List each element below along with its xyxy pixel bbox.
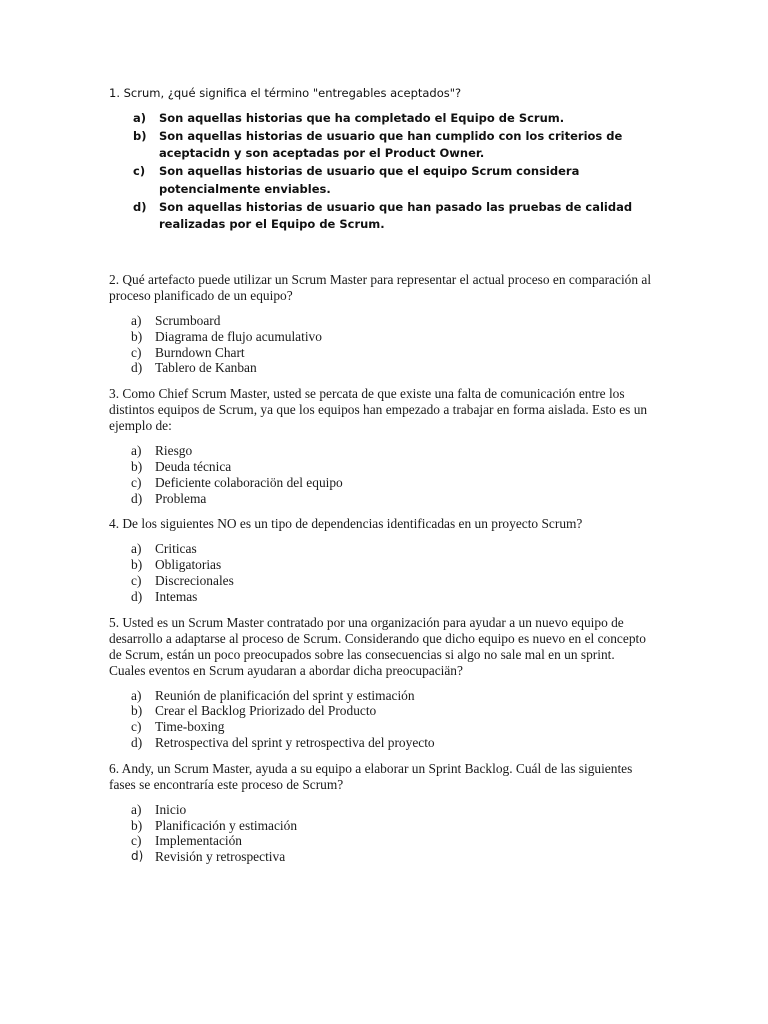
option-text: Deuda técnica (155, 458, 232, 474)
question-6-option-c (131, 833, 654, 849)
question-5-option-d (131, 735, 654, 751)
question-2-option-d (131, 360, 654, 376)
question-2-stem: 2. Qué artefacto puede utilizar un Scrum Master para representar el actual proceso en comparación al proceso planificado de un equipo? (109, 272, 652, 303)
question-3-option-a (131, 443, 654, 459)
option-letter: d) (131, 849, 144, 864)
option-letter: c) (131, 474, 142, 490)
question-3-option-d (131, 491, 654, 507)
option-letter: a) (131, 313, 142, 328)
option-text: Intemas (155, 588, 198, 604)
question-5 (109, 615, 654, 751)
question-1-option-b (133, 128, 679, 163)
option-letter: b) (133, 128, 147, 143)
option-text: Diagrama de flujo acumulativo (155, 328, 322, 344)
option-text: Riesgo (155, 443, 193, 459)
question-4-option-a (131, 541, 654, 557)
option-text: Scrumboard (155, 313, 221, 328)
option-letter: b) (131, 703, 143, 719)
question-4-option-c (131, 573, 654, 589)
question-6 (109, 761, 654, 865)
question-4-option-b (131, 557, 654, 573)
question-6-option-a (131, 802, 654, 818)
option-letter: a) (133, 111, 147, 125)
option-letter: a) (131, 443, 142, 459)
option-letter: a) (131, 801, 142, 817)
option-letter: b) (131, 328, 143, 344)
question-4-option-d (131, 589, 654, 605)
question-3-option-b (131, 459, 654, 475)
question-3-option-c (131, 475, 654, 491)
option-text: Son aquellas historias de usuario que han pasado las pruebas de calidad realizadas por el Equipo de Scrum. (159, 199, 633, 232)
option-letter: b) (131, 458, 143, 474)
question-2-option-c (131, 345, 654, 361)
option-text: Discrecionales (155, 572, 234, 588)
question-1-option-c (133, 163, 679, 198)
question-2 (109, 272, 654, 376)
option-text: Reunión de planificación del sprint y estimación (155, 687, 415, 703)
option-text: Implementación (155, 833, 243, 849)
option-letter: c) (131, 833, 142, 849)
question-5-option-a (131, 688, 654, 704)
question-1-option-d (133, 199, 679, 234)
question-6-option-b (131, 818, 654, 834)
question-3-options (109, 443, 654, 506)
option-letter: d) (131, 360, 143, 376)
option-text: Inicio (155, 801, 187, 817)
option-letter: d) (131, 734, 143, 750)
question-5-option-c (131, 719, 654, 735)
option-letter: d) (131, 588, 143, 604)
question-1-option-a (133, 110, 679, 128)
option-letter: b) (131, 557, 143, 573)
question-2-option-a (131, 313, 654, 329)
question-5-stem: 5. Usted es un Scrum Master contratado por una organización para ayudar a un nuevo equipo de desarrollo a adaptarse al proceso de Scrum. Considerando que dicho equipo es nuevo en el concepto de Scrum, están un poco preocupados sobre las consecuencias si algo no sale mal en un sprint. Cuales eventos en Scrum ayudaran a abordar dicha preocupaciän? (109, 614, 646, 678)
option-letter: a) (131, 687, 142, 703)
option-text: Revisión y retrospectiva (155, 849, 286, 865)
question-4-stem: 4. De los siguientes NO es un tipo de dependencias identificadas en un proyecto Scrum? (109, 516, 583, 532)
option-letter: c) (131, 344, 142, 360)
question-1-stem: 1. Scrum, ¿qué significa el término "entregables aceptados"? (109, 86, 462, 100)
option-text: Burndown Chart (155, 344, 245, 360)
option-letter: a) (131, 541, 142, 557)
question-4-options (109, 541, 654, 604)
question-list (109, 272, 654, 875)
question-5-options (109, 688, 654, 751)
question-6-options (109, 802, 654, 865)
question-6-stem: 6. Andy, un Scrum Master, ayuda a su equipo a elaborar un Sprint Backlog. Cuál de las siguientes fases se encontraría este proceso de Scrum? (109, 760, 633, 792)
option-text: Son aquellas historias de usuario que el equipo Scrum considera potencialmente enviables. (159, 164, 580, 196)
option-letter: d) (133, 199, 147, 214)
question-3 (109, 386, 654, 506)
option-text: Problema (155, 490, 207, 506)
option-text: Time-boxing (155, 719, 225, 735)
option-text: Deficiente colaboraciön del equipo (155, 474, 343, 490)
option-text: Crear el Backlog Priorizado del Producto (155, 703, 377, 719)
option-letter: c) (131, 719, 142, 735)
option-letter: b) (131, 817, 143, 833)
option-text: Son aquellas historias que ha completado el Equipo de Scrum. (159, 111, 565, 125)
question-2-option-b (131, 329, 654, 345)
option-text: Retrospectiva del sprint y retrospectiva del proyecto (155, 734, 435, 750)
question-3-stem: 3. Como Chief Scrum Master, usted se percata de que existe una falta de comunicación entre los distintos equipos de Scrum, ya que los equipos han empezado a trabajar en forma aislada. Esto es un ejemplo de: (109, 386, 648, 434)
option-text: Tablero de Kanban (155, 360, 257, 376)
option-letter: c) (133, 164, 146, 179)
option-letter: d) (131, 490, 143, 506)
option-text: Criticas (155, 541, 197, 557)
option-text: Son aquellas historias de usuario que han cumplido con los criterios de aceptacidn y son aceptadas por el Product Owner. (159, 128, 623, 161)
question-6-option-d (131, 849, 654, 865)
question-1 (109, 84, 679, 234)
option-text: Planificación y estimación (155, 817, 298, 833)
question-2-options (109, 313, 654, 376)
question-5-option-b (131, 703, 654, 719)
question-1-options (109, 110, 679, 234)
option-text: Obligatorias (155, 557, 222, 573)
question-4 (109, 516, 654, 604)
option-letter: c) (131, 572, 142, 588)
